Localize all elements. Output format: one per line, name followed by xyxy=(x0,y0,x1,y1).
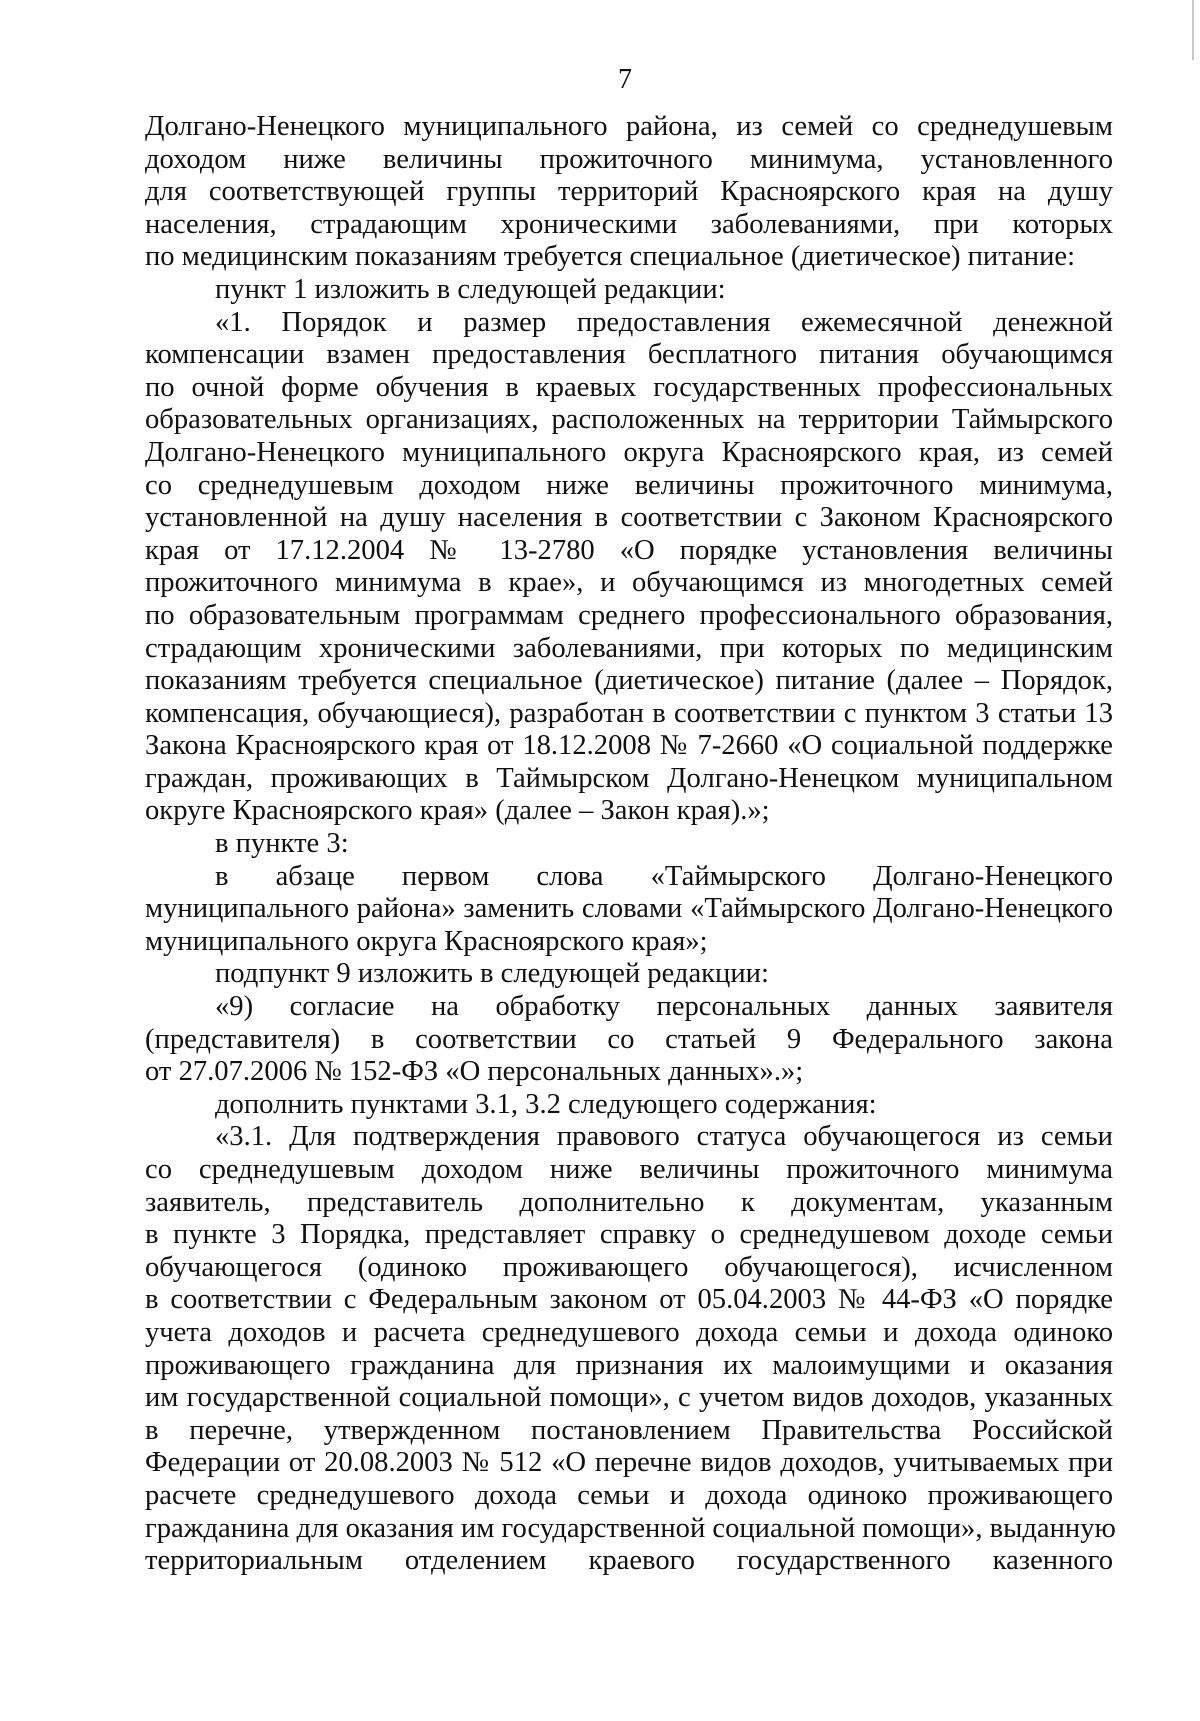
text-line: образовательных организациях, расположенных на территории Таймырского xyxy=(145,404,1113,436)
text-line: показаниям требуется специальное (диетическое) питание (далее – Порядок, xyxy=(145,665,1113,697)
text-line: для соответствующей группы территорий Красноярского края на душу xyxy=(145,176,1113,208)
text-line: от 27.07.2006 № 152-ФЗ «О персональных данных».»; xyxy=(145,1056,804,1088)
text-line: компенсации взамен предоставления бесплатного питания обучающимся xyxy=(145,339,1113,371)
text-line: гражданина для оказания им государственной социальной помощи», выданную xyxy=(145,1512,1116,1544)
text-line: Федерации от 20.08.2003 № 512 «О перечне видов доходов, учитываемых при xyxy=(145,1447,1113,1479)
text-line: пункт 1 изложить в следующей редакции: xyxy=(215,273,726,305)
text-line: доходом ниже величины прожиточного минимума, установленного xyxy=(145,143,1113,175)
text-line: со среднедушевым доходом ниже величины прожиточного минимума xyxy=(145,1154,1113,1185)
text-line: (представителя) в соответствии со статьей 9 Федерального закона xyxy=(145,1023,1113,1055)
text-line: подпункт 9 изложить в следующей редакции: xyxy=(215,958,769,990)
text-line: по очной форме обучения в краевых государственных профессиональных xyxy=(145,371,1113,403)
text-line: Долгано-Ненецкого муниципального района, из семей со среднедушевым xyxy=(145,111,1113,142)
text-line: территориальным отделением краевого государственного казенного xyxy=(145,1545,1113,1577)
text-line: страдающим хроническими заболеваниями, при которых по медицинским xyxy=(145,632,1113,664)
document-body xyxy=(145,111,1116,1578)
text-line: дополнить пунктами 3.1, 3.2 следующего содержания: xyxy=(215,1088,877,1120)
page-number: 7 xyxy=(618,64,632,95)
text-line: Долгано-Ненецкого муниципального округа Красноярского края, из семей xyxy=(145,436,1113,468)
text-line: проживающего гражданина для признания их малоимущими и оказания xyxy=(145,1349,1113,1381)
text-line: населения, страдающим хроническими заболеваниями, при которых xyxy=(145,208,1113,240)
text-line: «1. Порядок и размер предоставления ежемесячной денежной xyxy=(215,306,1113,338)
text-line: обучающегося (одиноко проживающего обучающегося), исчисленном xyxy=(145,1251,1113,1283)
text-line: края от 17.12.2004 № 13-2780 «О порядке установления величины xyxy=(145,534,1113,566)
text-line: в пункте 3 Порядка, представляет справку о среднедушевом доходе семьи xyxy=(145,1219,1113,1251)
text-line: в пункте 3: xyxy=(215,828,349,860)
text-line: компенсация, обучающиеся), разработан в соответствии с пунктом 3 статьи 13 xyxy=(145,697,1113,729)
text-line: заявитель, представитель дополнительно к документам, указанным xyxy=(145,1186,1113,1218)
text-line: «9) согласие на обработку персональных данных заявителя xyxy=(215,991,1113,1023)
text-line: по медицинским показаниям требуется специальное (диетическое) питание: xyxy=(145,241,1076,273)
text-line: по образовательным программам среднего профессионального образования, xyxy=(145,599,1113,631)
text-line: со среднедушевым доходом ниже величины прожиточного минимума, xyxy=(145,469,1113,501)
text-line: в абзаце первом слова «Таймырского Долгано-Ненецкого xyxy=(215,860,1113,892)
text-line: муниципального района» заменить словами «Таймырского Долгано-Ненецкого xyxy=(145,893,1113,925)
text-line: муниципального округа Красноярского края»; xyxy=(145,925,708,957)
text-line: им государственной социальной помощи», с учетом видов доходов, указанных xyxy=(145,1382,1113,1414)
text-line: учета доходов и расчета среднедушевого дохода семьи и дохода одиноко xyxy=(145,1316,1113,1348)
text-line: граждан, проживающих в Таймырском Долгано-Ненецком муниципальном xyxy=(145,762,1113,794)
text-line: прожиточного минимума в крае», и обучающимся из многодетных семей xyxy=(145,567,1113,599)
text-line: расчете среднедушевого дохода семьи и дохода одиноко проживающего xyxy=(145,1479,1113,1511)
text-line: Закона Красноярского края от 18.12.2008 № 7-2660 «О социальной поддержке xyxy=(145,730,1113,762)
text-line: округе Красноярского края» (далее – Закон края).»; xyxy=(145,795,770,827)
text-line: в перечне, утвержденном постановлением Правительства Российской xyxy=(145,1414,1113,1446)
scan-edge-mark xyxy=(1192,0,1194,60)
text-line: «3.1. Для подтверждения правового статуса обучающегося из семьи xyxy=(215,1121,1113,1153)
text-line: установленной на душу населения в соответствии с Законом Красноярского xyxy=(145,502,1113,534)
text-line: в соответствии с Федеральным законом от 05.04.2003 № 44-ФЗ «О порядке xyxy=(145,1284,1113,1316)
